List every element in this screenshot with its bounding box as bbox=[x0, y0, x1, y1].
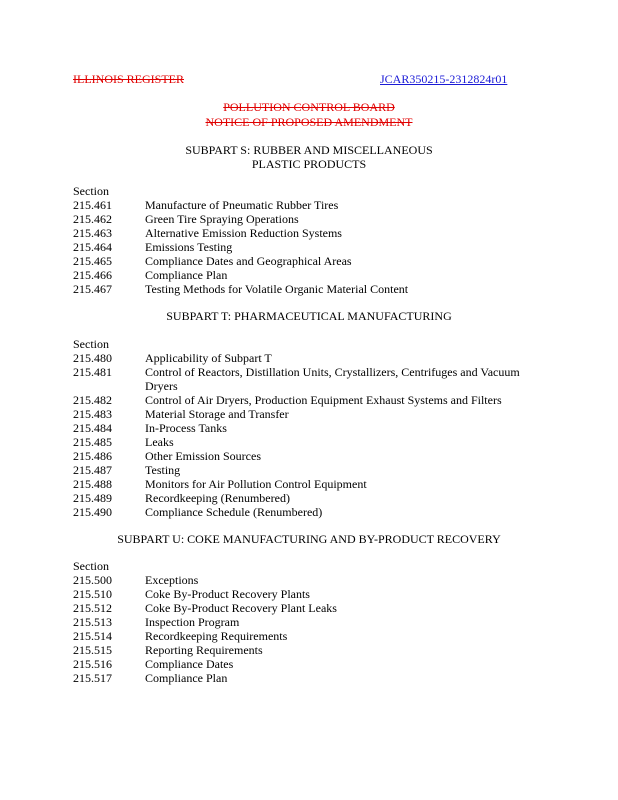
section-number: 215.516 bbox=[73, 657, 112, 671]
jcar-reference-link[interactable]: JCAR350215-2312824r01 bbox=[380, 72, 508, 86]
section-number: 215.467 bbox=[73, 282, 112, 296]
section-label: Section bbox=[73, 559, 109, 573]
section-title: Compliance Schedule (Renumbered) bbox=[145, 505, 323, 519]
section-number: 215.466 bbox=[73, 268, 112, 282]
section-number: 215.513 bbox=[73, 615, 112, 629]
section-label: Section bbox=[73, 337, 109, 351]
section-number: 215.462 bbox=[73, 212, 112, 226]
section-number: 215.486 bbox=[73, 449, 112, 463]
section-title: Compliance Plan bbox=[145, 268, 228, 282]
section-title: Compliance Dates and Geographical Areas bbox=[145, 254, 352, 268]
section-title: Inspection Program bbox=[145, 615, 240, 629]
section-number: 215.484 bbox=[73, 421, 112, 435]
section-number: 215.510 bbox=[73, 587, 112, 601]
section-title: Monitors for Air Pollution Control Equipment bbox=[145, 477, 367, 491]
section-number: 215.500 bbox=[73, 573, 112, 587]
illinois-register-header: ILLINOIS REGISTER bbox=[73, 72, 184, 86]
section-number: 215.461 bbox=[73, 198, 112, 212]
section-title: Emissions Testing bbox=[145, 240, 233, 254]
section-title: Other Emission Sources bbox=[145, 449, 261, 463]
section-title: Applicability of Subpart T bbox=[145, 351, 272, 365]
section-number: 215.488 bbox=[73, 477, 112, 491]
section-label: Section bbox=[73, 184, 109, 198]
section-number: 215.514 bbox=[73, 629, 112, 643]
section-number: 215.464 bbox=[73, 240, 112, 254]
subpart-s-title: SUBPART S: RUBBER AND MISCELLANEOUS bbox=[185, 143, 433, 157]
section-number: 215.465 bbox=[73, 254, 112, 268]
section-number: 215.490 bbox=[73, 505, 112, 519]
section-title: Control of Reactors, Distillation Units, Crystallizers, Centrifuges and Vacuum Dryers bbox=[145, 365, 520, 393]
section-number: 215.517 bbox=[73, 671, 112, 685]
section-number: 215.512 bbox=[73, 601, 112, 615]
section-number: 215.515 bbox=[73, 643, 112, 657]
section-title: Testing Methods for Volatile Organic Material Content bbox=[145, 282, 409, 296]
section-title: Control of Air Dryers, Production Equipment Exhaust Systems and Filters bbox=[145, 393, 502, 407]
section-title: Compliance Plan bbox=[145, 671, 228, 685]
section-title: Coke By-Product Recovery Plant Leaks bbox=[145, 601, 337, 615]
notice-title: NOTICE OF PROPOSED AMENDMENT bbox=[205, 115, 413, 129]
section-number: 215.483 bbox=[73, 407, 112, 421]
section-title: In-Process Tanks bbox=[145, 421, 227, 435]
section-number: 215.487 bbox=[73, 463, 112, 477]
section-title: Coke By-Product Recovery Plants bbox=[145, 587, 310, 601]
section-title: Material Storage and Transfer bbox=[145, 407, 289, 421]
subpart-s-title-line2: PLASTIC PRODUCTS bbox=[251, 157, 367, 171]
section-title: Alternative Emission Reduction Systems bbox=[145, 226, 342, 240]
section-title: Green Tire Spraying Operations bbox=[145, 212, 299, 226]
subpart-u-title: SUBPART U: COKE MANUFACTURING AND BY-PRODUCT RECOVERY bbox=[117, 532, 501, 546]
section-title: Leaks bbox=[145, 435, 174, 449]
section-number: 215.463 bbox=[73, 226, 112, 240]
section-title: Compliance Dates bbox=[145, 657, 234, 671]
section-title: Recordkeeping Requirements bbox=[145, 629, 288, 643]
section-title: Testing bbox=[145, 463, 181, 477]
section-number: 215.481 bbox=[73, 365, 112, 379]
section-title: Reporting Requirements bbox=[145, 643, 263, 657]
section-number: 215.482 bbox=[73, 393, 112, 407]
section-title: Manufacture of Pneumatic Rubber Tires bbox=[145, 198, 339, 212]
section-number: 215.480 bbox=[73, 351, 112, 365]
section-number: 215.485 bbox=[73, 435, 112, 449]
section-title: Recordkeeping (Renumbered) bbox=[145, 491, 290, 505]
section-title: Exceptions bbox=[145, 573, 199, 587]
section-number: 215.489 bbox=[73, 491, 112, 505]
board-title: POLLUTION CONTROL BOARD bbox=[223, 100, 395, 114]
subpart-t-title: SUBPART T: PHARMACEUTICAL MANUFACTURING bbox=[166, 309, 452, 323]
